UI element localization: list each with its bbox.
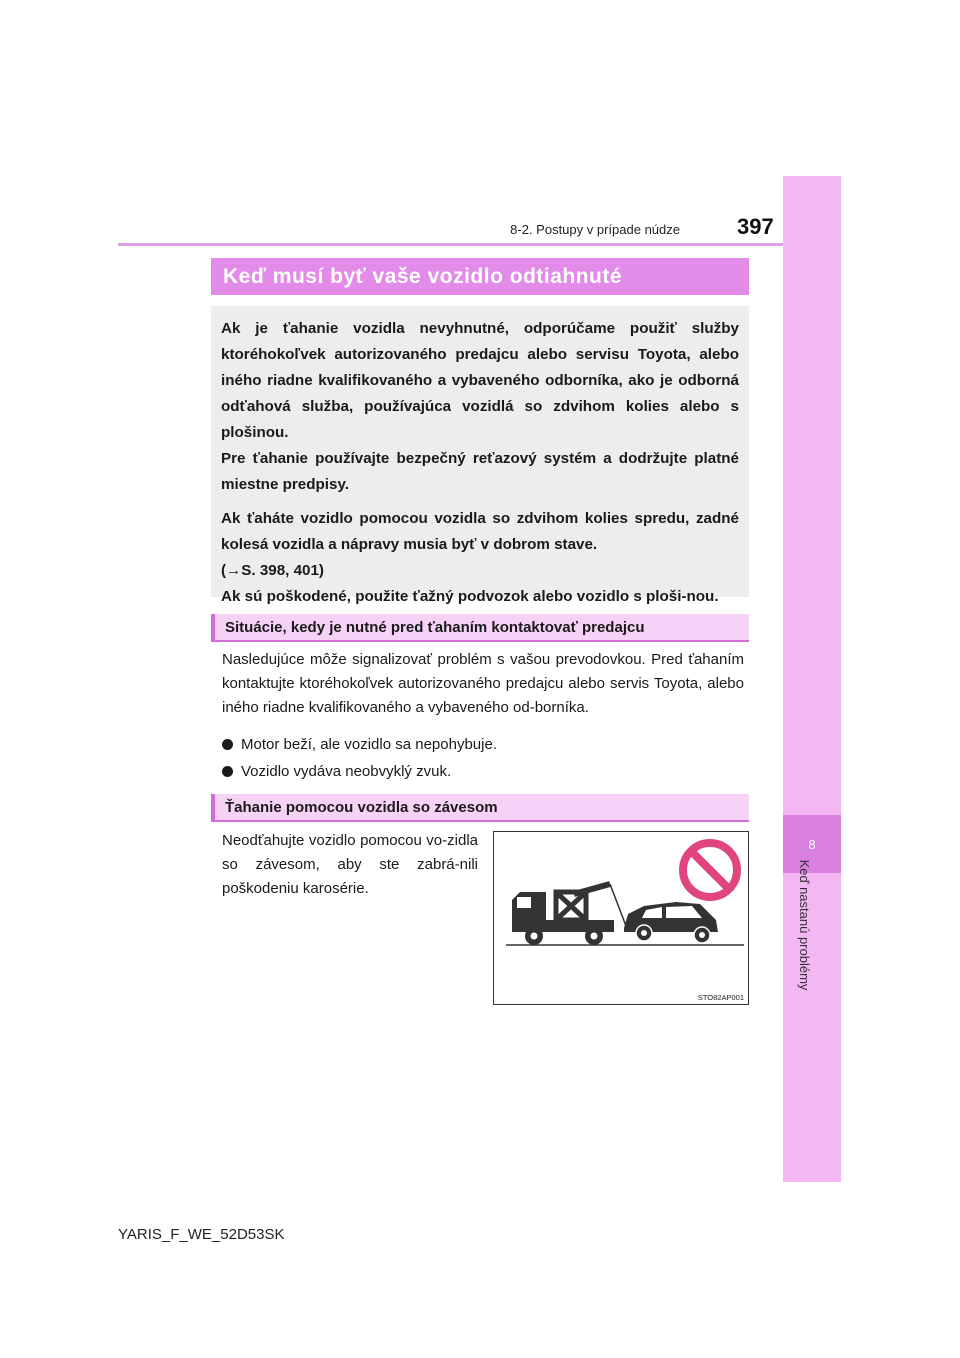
section2-text: Neodťahujte vozidlo pomocou vo-zidla so závesom, aby ste zabrá-nili poškodeniu karosérie.: [222, 832, 478, 897]
summary-paragraph: Ak ťaháte vozidlo pomocou vozidla so zdvihom kolies spredu, zadné kolesá vozidla a nápravy musia byť v dobrom stave. (→S. 398, 401) Ak sú poškodené, použite ťažný podvozok alebo vozidlo s ploši-nou.: [221, 510, 739, 605]
sling-tow-truck-image: [494, 832, 748, 1004]
section-header: 8-2. Postupy v prípade núdze: [510, 222, 680, 237]
chapter-label: Keď nastanú problémy: [797, 859, 812, 991]
towing-illustration: [493, 831, 749, 1005]
illustration-code: STO82AP001: [697, 993, 744, 1002]
header-divider: [118, 243, 783, 246]
summary-box: [211, 306, 749, 605]
side-tab: [783, 176, 841, 1182]
section-heading-dealer: Situácie, kedy je nutné pred ťahaním kontaktovať predajcu: [211, 614, 749, 642]
chapter-number: 8: [783, 815, 841, 873]
list-item: Vozidlo vydáva neobvyklý zvuk.: [222, 763, 451, 780]
bullet-icon: [222, 766, 233, 777]
prohibition-icon: [683, 843, 737, 897]
bullet-icon: [222, 739, 233, 750]
section-heading-sling: Ťahanie pomocou vozidla so závesom: [211, 794, 749, 822]
summary-paragraph: Ak je ťahanie vozidla nevyhnutné, odporúčame použiť služby ktoréhokoľvek autorizovaného predajcu alebo servisu Toyota, alebo iného riadne kvalifikovaného a vybaveného odborníka, ako je odborná odťahová služba, používajúca vozidlá so zdvihom kolies alebo s plošinou. Pre ťahanie používajte bezpečný reťazový systém a dodržujte platné miestne predpisy.: [221, 320, 739, 493]
section1-text: Nasledujúce môže signalizovať problém s vašou prevodovkou. Pred ťahaním kontaktujte ktoréhokoľvek autorizovaného predajcu alebo servis Toyota, alebo iného riadne kvalifikovaného a vybaveného od-borníka.: [222, 651, 744, 716]
list-item: Motor beží, ale vozidlo sa nepohybuje.: [222, 736, 497, 753]
page-title: Keď musí byť vaše vozidlo odtiahnuté: [211, 258, 749, 295]
footer-doc-code: YARIS_F_WE_52D53SK: [118, 1226, 285, 1243]
page-number: 397: [737, 214, 774, 239]
